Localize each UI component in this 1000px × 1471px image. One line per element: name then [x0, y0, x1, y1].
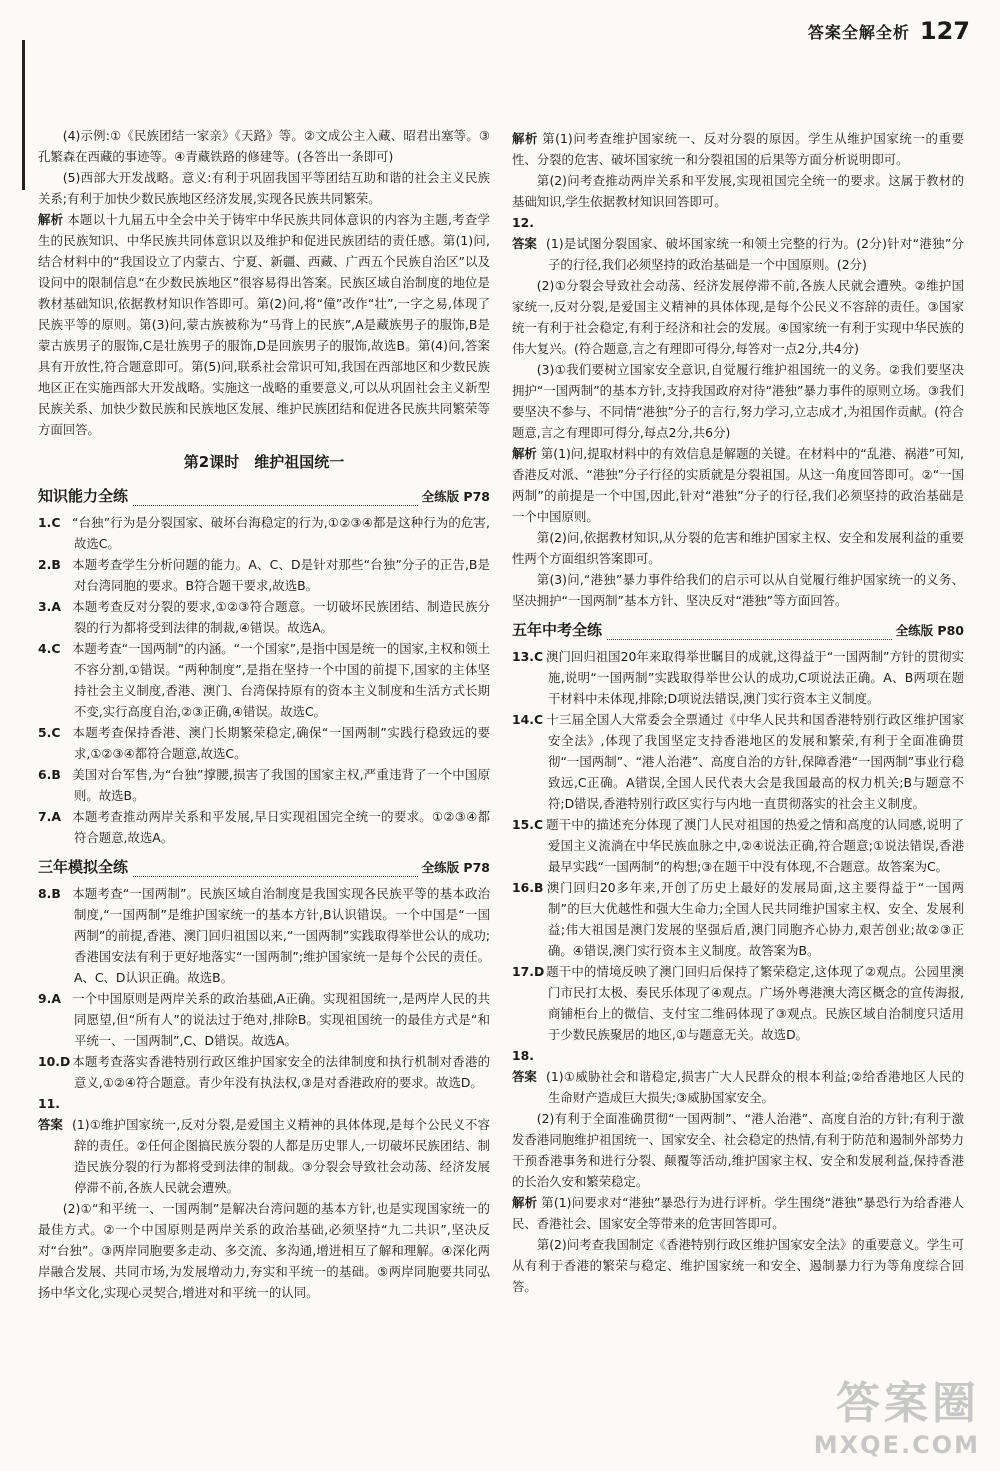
watermark-url: MXQE.COM [813, 1431, 980, 1459]
analysis-block [512, 1192, 964, 1234]
answer-number: 6.B [38, 767, 61, 782]
answer-item [38, 1051, 490, 1093]
answer-number: 8.B [38, 886, 61, 901]
section-name: 知识能力全练 [38, 486, 132, 507]
answer-item [512, 877, 964, 961]
answer-number: 17.D [512, 964, 545, 979]
answer-text: 十三届全国人大常委会全票通过《中华人民共和国香港特别行政区维护国家安全法》,体现了我国坚定支持香港地区的发展和繁荣,有利于全面准确贯彻“一国两制”、“港人治港”、高度自治的方针,保障香港“一国两制”事业行稳致远,C正确。A错误,全国人民代表大会是我国最高的权力机关;B与题意不符;D错误,香港特别行政区实行与内地一直贯彻落实的社会主义制度。 [546, 712, 964, 811]
header-title: 答案全解全析 [807, 22, 910, 42]
answer-text: 本题考查推动两岸关系和平发展,早日实现祖国完全统一的要求。①②③④都符合题意,故选A。 [72, 809, 490, 845]
answer-item [38, 1093, 490, 1198]
answer-number: 14.C [512, 712, 544, 727]
answer-continuation: (3)①我们要树立国家安全意识,自觉履行维护祖国统一的义务。②我们要坚决拥护“一国两制”的基本方针,支持我国政府对待“港独”暴力事件的原则立场。③我们要坚决不参与、不同情“港独”分子的言行,努力学习,立志成才,为祖国作贡献。(符合题意,言之有理即可得分,每点2分,共6分) [512, 362, 964, 440]
analysis-paragraph: 第(2)问考查推动两岸关系和平发展,实现祖国完全统一的要求。这属于教材的基础知识,学生依据教材知识回答即可。 [512, 173, 964, 209]
analysis-block [512, 128, 964, 170]
answer-text: 本题考查“一国两制”的内涵。“一个国家”,是指中国是统一的国家,主权和领土不容分割,①错误。“两种制度”,是指在坚持一个中国的前提下,国家的主体坚持社会主义制度,香港、澳门、台湾保持原有的资本主义制度和生活方式长期不变,实行高度自治,②③正确,④错误。故选C。 [72, 641, 490, 719]
analysis-label: 解析 [512, 446, 537, 461]
answer-item [38, 722, 490, 764]
section-ref: 全练版 P80 [892, 620, 964, 641]
analysis-label: 解析 [38, 212, 64, 227]
answer-text: 美国对台军售,为“台独”撑腰,损害了我国的国家主权,严重违背了一个中国原则。故选B。 [72, 767, 490, 803]
answer-number: 15.C [512, 817, 544, 832]
analysis-paragraph: 第(2)问考查我国制定《香港特别行政区维护国家安全法》的重要意义。学生可从有利于香港的繁荣与稳定、维护国家统一和安全、遏制暴力行为等角度综合回答。 [512, 1237, 964, 1294]
answer-text: “台独”行为是分裂国家、破坏台海稳定的行为,①②③④都是这种行为的危害,故选C。 [72, 515, 490, 551]
answer-item [512, 814, 964, 877]
answer-text: 澳门回归祖国20年来取得举世瞩目的成就,这得益于“一国两制”方针的贯彻实施,说明“一国两制”实践取得举世公认的成功,C项说法正确。A、B两项在题干材料中未体现,排除;D项说法错误,澳门实行资本主义制度。 [546, 649, 964, 706]
answer-number: 12.答案 [512, 215, 537, 251]
answer-text: 本题考查学生分析问题的能力。A、C、D是针对那些“台独”分子的正告,B是对台湾同胞的要求。B符合题干要求,故选B。 [72, 557, 490, 593]
answer-item [512, 1045, 964, 1108]
answer-item [38, 988, 490, 1051]
section-header-knowledge [38, 481, 490, 506]
right-column [512, 128, 964, 1297]
answer-number: 9.A [38, 991, 61, 1006]
answer-number: 1.C [38, 515, 61, 530]
answer-number: 13.C [512, 649, 544, 664]
answer-number: 4.C [38, 641, 61, 656]
answer-number: 2.B [38, 557, 61, 572]
analysis-paragraph: 第(2)问,依据教材知识,从分裂的危害和维护国家主权、安全和发展利益的重要性两个方面组织答案即可。 [512, 530, 964, 566]
answer-text: 澳门回归20多年来,开创了历史上最好的发展局面,这主要得益于“一国两制”的巨大优越性和强大生命力;全国人民共同维护国家主权、安全、发展利益;伟大祖国是澳门发展的坚强后盾,澳门同胞齐心协力,艰苦创业;故②③正确。④错误,澳门实行资本主义制度。故答案为B。 [546, 880, 964, 958]
watermark-logo-text: 答案圈 [836, 1378, 980, 1429]
margin-bar [22, 40, 25, 190]
section-header-three-year [38, 852, 490, 877]
answer-text: (1)是试图分裂国家、破坏国家统一和领土完整的行为。(2分)针对“港独”分子的行径,我们必须坚持的政治基础是一个中国原则。(2分) [546, 236, 964, 272]
section-ref: 全练版 P78 [418, 857, 490, 878]
analysis-block [512, 443, 964, 527]
answer-text: 本题考查落实香港特别行政区维护国家安全的法律制度和执行机制对香港的意义,①②④符合题意。青少年没有执法权,③是对香港政府的要求。故选D。 [72, 1054, 490, 1090]
answer-text: 本题考查保持香港、澳门长期繁荣稳定,确保“一国两制”实践行稳致远的要求,①②③④都符合题意,故选C。 [72, 725, 490, 761]
section-name: 三年模拟全练 [38, 857, 132, 878]
page-number: 127 [919, 17, 970, 45]
answer-text: 题干中的描述充分体现了澳门人民对祖国的热爱之情和高度的认同感,说明了爱国主义流淌在中华民族血脉之中,②④说法正确,符合题意;①说法错误,香港最早实践“一国两制”的构想;③在题干中没有体现,不合题意。故答案为C。 [546, 817, 964, 874]
answer-item [38, 883, 490, 988]
answer-item [38, 764, 490, 806]
analysis-text: 本题以十九届五中全会中关于铸牢中华民族共同体意识的内容为主题,考查学生的民族知识、中华民族共同体意识以及维护和促进民族团结的责任感。第(1)问,结合材料中的“我国设立了内蒙古、宁夏、新疆、西藏、广西五个民族自治区”以及设问中的限制信息“在少数民族地区”很容易得出答案。民族区域自治制度的地位是教材基础知识,依据教材知识作答即可。第(2)问,将“僮”改作“壮”,一字之易,体现了民族平等的原则。第(3)问,蒙古族被称为“马背上的民族”,A是藏族男子的服饰,B是蒙古族男子的服饰,C是壮族男子的服饰,D是回族男子的服饰,故选B。第(4)问,答案具有开放性,符合题意即可。第(5)问,联系社会常识可知,我国在西部地区和少数民族地区正在实施西部大开发战略。实施这一战略的重要意义,可以从巩固社会主义新型民族关系、加快少数民族和民族地区发展、维护民族团结和促进各民族共同繁荣等方面回答。 [38, 212, 490, 437]
answer-item [38, 596, 490, 638]
analysis-text: 第(1)问考查维护国家统一、反对分裂的原因。学生从维护国家统一的重要性、分裂的危害、破坏国家统一和分裂祖国的后果等方面分析说明即可。 [512, 131, 964, 167]
answer-item [512, 212, 964, 275]
answer-item [38, 512, 490, 554]
paragraph-4: (4)示例:①《民族团结一家亲》《天路》等。②文成公主入藏、昭君出塞等。③孔繁森在西藏的事迹等。④青藏铁路的修建等。(各答出一条即可) [38, 128, 490, 164]
left-column [38, 125, 490, 1303]
answer-item [38, 806, 490, 848]
answer-number: 7.A [38, 809, 61, 824]
answer-continuation: (2)①分裂会导致社会动荡、经济发展停滞不前,各族人民就会遭殃。②维护国家统一,反对分裂,是爱国主义精神的具体体现,是每个公民义不容辞的责任。③国家统一有利于社会稳定,有利于经济和社会的发展。④国家统一有利于实现中华民族的伟大复兴。(符合题意,言之有理即可得分,每答对一点2分,共4分) [512, 278, 964, 356]
analysis-text: 第(1)问要求对“港独”暴恐行为进行评析。学生围绕“港独”暴恐行为给香港人民、香港社会、国家安全等带来的危害回答即可。 [512, 1195, 965, 1231]
answer-item [512, 646, 964, 709]
page-header [808, 14, 970, 48]
answer-item [38, 638, 490, 722]
analysis-label: 解析 [512, 131, 539, 146]
answer-text: 一个中国原则是两岸关系的政治基础,A正确。实现祖国统一,是两岸人民的共同愿望,但“所有人”的说法过于绝对,排除B。实现祖国统一的最佳方式是“和平统一、一国两制”,C、D错误。故选A。 [72, 991, 490, 1048]
answer-continuation: (2)①“和平统一、一国两制”是解决台湾问题的基本方针,也是实现国家统一的最佳方式。②一个中国原则是两岸关系的政治基础,必须坚持“九二共识”,坚决反对“台独”。③两岸同胞要多走动、多交流、多沟通,增进相互了解和理解。④深化两岸融合发展、共同市场,为发展增动力,夯实和平统一的基础。⑤两岸同胞要共同弘扬中华文化,实现心灵契合,增进对和平统一的认同。 [38, 1201, 490, 1300]
answer-item [512, 709, 964, 814]
answer-item [38, 554, 490, 596]
answer-number: 10.D [38, 1054, 71, 1069]
analysis-label: 解析 [512, 1195, 538, 1210]
analysis-text: 第(1)问,提取材料中的有效信息是解题的关键。在材料中的“乱港、祸港”可知,香港反对派、“港独”分子行径的实质就是分裂祖国。从这一角度回答即可。②“一国两制”的前提是一个中国,因此,针对“港独”分子的行径,我们必须坚持的政治基础是一个中国原则。 [512, 446, 964, 524]
watermark [814, 1367, 980, 1459]
answer-text: 本题考查反对分裂的要求,①②③符合题意。一切破坏民族团结、制造民族分裂的行为都将受到法律的制裁,④错误。故选A。 [72, 599, 490, 635]
answer-item [512, 961, 964, 1045]
answer-text: (1)①威胁社会和谐稳定,损害广大人民群众的根本利益;②给香港地区人民的生命财产造成巨大损失;③威胁国家安全。 [546, 1069, 964, 1105]
answer-continuation: (2)有利于全面准确贯彻“一国两制”、“港人治港”、高度自治的方针;有利于激发香港同胞维护祖国统一、国家安全、社会稳定的热情,有利于防范和遏制外部势力干预香港事务和进行分裂、颠覆等活动,维护国家主权、安全和发展利益,保持香港的长治久安和繁荣稳定。 [512, 1111, 964, 1189]
answer-number: 3.A [38, 599, 61, 614]
section-header-five-year [512, 615, 964, 640]
answer-text: (1)①维护国家统一,反对分裂,是爱国主义精神的具体体现,是每个公民义不容辞的责任。②任何企图搞民族分裂的人都是历史罪人,一切破坏民族团结、制造民族分裂的行为都将受到法律的制裁。③分裂会导致社会动荡、经济发展停滞不前,各族人民就会遭殃。 [72, 1117, 490, 1195]
answer-number: 5.C [38, 725, 61, 740]
analysis-paragraph: 第(3)问,“港独”暴力事件给我们的启示可以从自觉履行维护国家统一的义务、坚决拥护“一国两制”基本方针、坚决反对“港独”等方面回答。 [512, 572, 964, 608]
section-ref: 全练版 P78 [418, 486, 490, 507]
answer-number: 16.B [512, 880, 544, 895]
section-name: 五年中考全练 [512, 620, 606, 641]
lesson-title: 第2课时 维护祖国统一 [183, 453, 345, 471]
answer-number: 18.答案 [512, 1048, 537, 1084]
answer-text: 题干中的情境反映了澳门回归后保持了繁荣稳定,这体现了②观点。公园里澳门市民打太极、奏民乐体现了④观点。广场外粤港澳大湾区概念的宣传海报,商铺柜台上的微信、支付宝二维码体现了③观点。民族区域自治制度只适用于少数民族聚居的地区,①与题意无关。故选D。 [546, 964, 964, 1042]
paragraph-5: (5)西部大开发战略。意义:有利于巩固我国平等团结互助和谐的社会主义民族关系;有利于加快少数民族地区经济发展,实现各民族共同繁荣。 [38, 170, 490, 206]
answer-number: 11.答案 [38, 1096, 63, 1132]
analysis-block [38, 209, 490, 440]
answer-text: 本题考查“一国两制”。民族区域自治制度是我国实现各民族平等的基本政治制度,“一国两制”是维护国家统一的基本方针,B认识错误。一个中国是“一国两制”的前提,香港、澳门回归祖国以来,“一国两制”实践取得举世公认的成功;香港国安法有利于更好地落实“一国两制”;维护国家统一是每个公民的责任。A、C、D认识正确。故选B。 [72, 886, 490, 985]
